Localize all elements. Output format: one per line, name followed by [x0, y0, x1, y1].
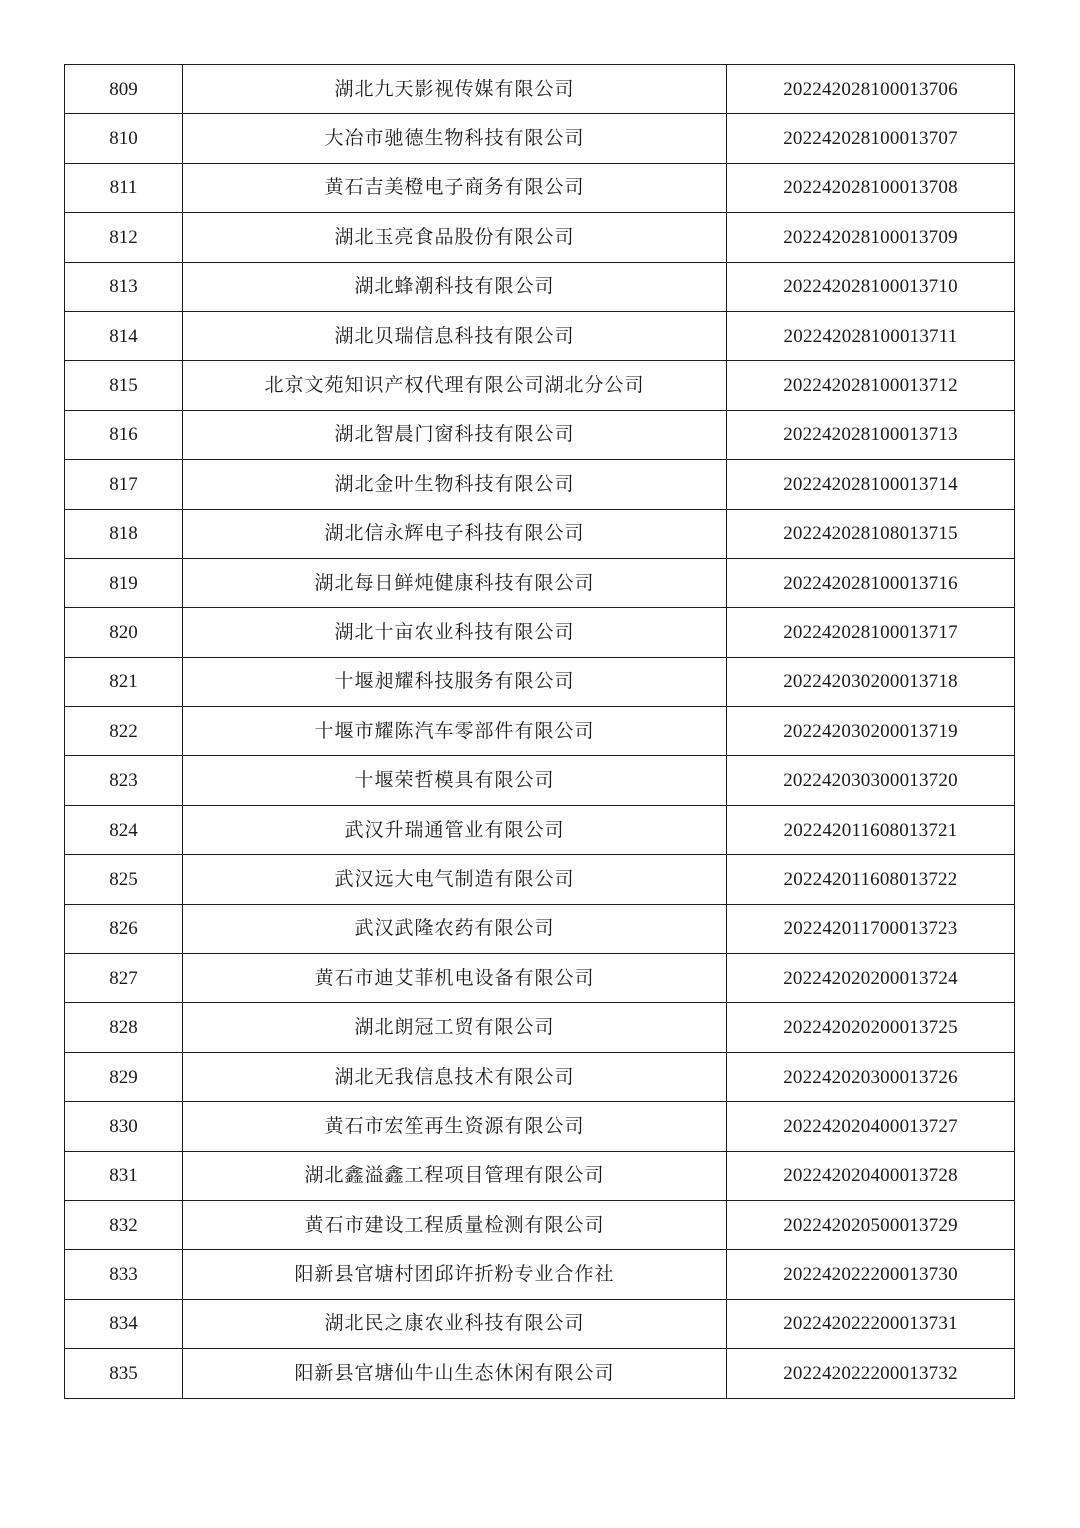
- table-row: [65, 954, 1015, 1003]
- registration-code-cell: 202242030200013718: [727, 657, 1015, 706]
- company-name-cell: 湖北朗冠工贸有限公司: [183, 1003, 727, 1052]
- table-row: [65, 855, 1015, 904]
- company-name-cell: 黄石市建设工程质量检测有限公司: [183, 1200, 727, 1249]
- table-row: [65, 311, 1015, 360]
- registration-code-cell: 202242020400013728: [727, 1151, 1015, 1200]
- table-row: [65, 1003, 1015, 1052]
- row-number-cell: 822: [65, 707, 183, 756]
- company-name-cell: 湖北九天影视传媒有限公司: [183, 65, 727, 114]
- row-number-cell: 818: [65, 509, 183, 558]
- company-name-cell: 湖北民之康农业科技有限公司: [183, 1299, 727, 1348]
- company-name-cell: 武汉远大电气制造有限公司: [183, 855, 727, 904]
- registration-code-cell: 202242030300013720: [727, 756, 1015, 805]
- registration-code-cell: 202242022200013731: [727, 1299, 1015, 1348]
- row-number-cell: 810: [65, 114, 183, 163]
- table-row: [65, 163, 1015, 212]
- company-name-cell: 北京文苑知识产权代理有限公司湖北分公司: [183, 361, 727, 410]
- table-row: [65, 608, 1015, 657]
- company-name-cell: 十堰荣哲模具有限公司: [183, 756, 727, 805]
- registration-code-cell: 202242028100013709: [727, 213, 1015, 262]
- company-name-cell: 十堰市耀陈汽车零部件有限公司: [183, 707, 727, 756]
- company-name-cell: 湖北信永辉电子科技有限公司: [183, 509, 727, 558]
- company-name-cell: 武汉武隆农药有限公司: [183, 904, 727, 953]
- table-row: [65, 213, 1015, 262]
- table-row: [65, 1250, 1015, 1299]
- table-row: [65, 1151, 1015, 1200]
- table-row: [65, 805, 1015, 854]
- company-name-cell: 阳新县官塘村团邱许折粉专业合作社: [183, 1250, 727, 1299]
- table-body: [65, 65, 1015, 1399]
- registration-code-cell: 202242028100013711: [727, 311, 1015, 360]
- row-number-cell: 816: [65, 410, 183, 459]
- table-row: [65, 1299, 1015, 1348]
- row-number-cell: 831: [65, 1151, 183, 1200]
- row-number-cell: 827: [65, 954, 183, 1003]
- table-row: [65, 1102, 1015, 1151]
- registration-code-cell: 202242020200013725: [727, 1003, 1015, 1052]
- registration-code-cell: 202242028100013714: [727, 460, 1015, 509]
- registration-code-cell: 202242020400013727: [727, 1102, 1015, 1151]
- company-name-cell: 湖北智晨门窗科技有限公司: [183, 410, 727, 459]
- registration-code-cell: 202242011700013723: [727, 904, 1015, 953]
- company-list-table: [64, 64, 1015, 1399]
- company-name-cell: 湖北十亩农业科技有限公司: [183, 608, 727, 657]
- table-row: [65, 262, 1015, 311]
- registration-code-cell: 202242028100013710: [727, 262, 1015, 311]
- table-row: [65, 756, 1015, 805]
- row-number-cell: 834: [65, 1299, 183, 1348]
- company-name-cell: 湖北贝瑞信息科技有限公司: [183, 311, 727, 360]
- registration-code-cell: 202242020200013724: [727, 954, 1015, 1003]
- row-number-cell: 835: [65, 1349, 183, 1398]
- company-name-cell: 湖北玉亮食品股份有限公司: [183, 213, 727, 262]
- table-row: [65, 361, 1015, 410]
- registration-code-cell: 202242028100013708: [727, 163, 1015, 212]
- registration-code-cell: 202242028100013707: [727, 114, 1015, 163]
- registration-code-cell: 202242022200013730: [727, 1250, 1015, 1299]
- registration-code-cell: 202242020300013726: [727, 1052, 1015, 1101]
- registration-code-cell: 202242028100013713: [727, 410, 1015, 459]
- row-number-cell: 826: [65, 904, 183, 953]
- row-number-cell: 833: [65, 1250, 183, 1299]
- company-name-cell: 十堰昶耀科技服务有限公司: [183, 657, 727, 706]
- registration-code-cell: 202242030200013719: [727, 707, 1015, 756]
- table-row: [65, 460, 1015, 509]
- row-number-cell: 823: [65, 756, 183, 805]
- company-name-cell: 湖北金叶生物科技有限公司: [183, 460, 727, 509]
- registration-code-cell: 202242028100013716: [727, 558, 1015, 607]
- row-number-cell: 821: [65, 657, 183, 706]
- row-number-cell: 819: [65, 558, 183, 607]
- table-row: [65, 707, 1015, 756]
- company-name-cell: 黄石市宏笙再生资源有限公司: [183, 1102, 727, 1151]
- row-number-cell: 828: [65, 1003, 183, 1052]
- company-name-cell: 武汉升瑞通管业有限公司: [183, 805, 727, 854]
- row-number-cell: 829: [65, 1052, 183, 1101]
- row-number-cell: 824: [65, 805, 183, 854]
- company-name-cell: 湖北无我信息技术有限公司: [183, 1052, 727, 1101]
- company-name-cell: 湖北每日鲜炖健康科技有限公司: [183, 558, 727, 607]
- company-name-cell: 阳新县官塘仙牛山生态休闲有限公司: [183, 1349, 727, 1398]
- table-row: [65, 1052, 1015, 1101]
- table-row: [65, 114, 1015, 163]
- row-number-cell: 825: [65, 855, 183, 904]
- row-number-cell: 812: [65, 213, 183, 262]
- row-number-cell: 820: [65, 608, 183, 657]
- row-number-cell: 813: [65, 262, 183, 311]
- company-name-cell: 大冶市驰德生物科技有限公司: [183, 114, 727, 163]
- company-name-cell: 湖北鑫溢鑫工程项目管理有限公司: [183, 1151, 727, 1200]
- company-name-cell: 湖北蜂潮科技有限公司: [183, 262, 727, 311]
- registration-code-cell: 202242022200013732: [727, 1349, 1015, 1398]
- table-row: [65, 657, 1015, 706]
- table-row: [65, 65, 1015, 114]
- table-row: [65, 1349, 1015, 1398]
- registration-code-cell: 202242028100013712: [727, 361, 1015, 410]
- table-row: [65, 509, 1015, 558]
- registration-code-cell: 202242011608013721: [727, 805, 1015, 854]
- registration-code-cell: 202242011608013722: [727, 855, 1015, 904]
- registration-code-cell: 202242028108013715: [727, 509, 1015, 558]
- table-row: [65, 904, 1015, 953]
- row-number-cell: 817: [65, 460, 183, 509]
- table-row: [65, 558, 1015, 607]
- row-number-cell: 832: [65, 1200, 183, 1249]
- registration-code-cell: 202242020500013729: [727, 1200, 1015, 1249]
- row-number-cell: 830: [65, 1102, 183, 1151]
- row-number-cell: 814: [65, 311, 183, 360]
- company-name-cell: 黄石市迪艾菲机电设备有限公司: [183, 954, 727, 1003]
- table-row: [65, 1200, 1015, 1249]
- row-number-cell: 811: [65, 163, 183, 212]
- company-name-cell: 黄石吉美橙电子商务有限公司: [183, 163, 727, 212]
- row-number-cell: 809: [65, 65, 183, 114]
- registration-code-cell: 202242028100013717: [727, 608, 1015, 657]
- table-row: [65, 410, 1015, 459]
- row-number-cell: 815: [65, 361, 183, 410]
- registration-code-cell: 202242028100013706: [727, 65, 1015, 114]
